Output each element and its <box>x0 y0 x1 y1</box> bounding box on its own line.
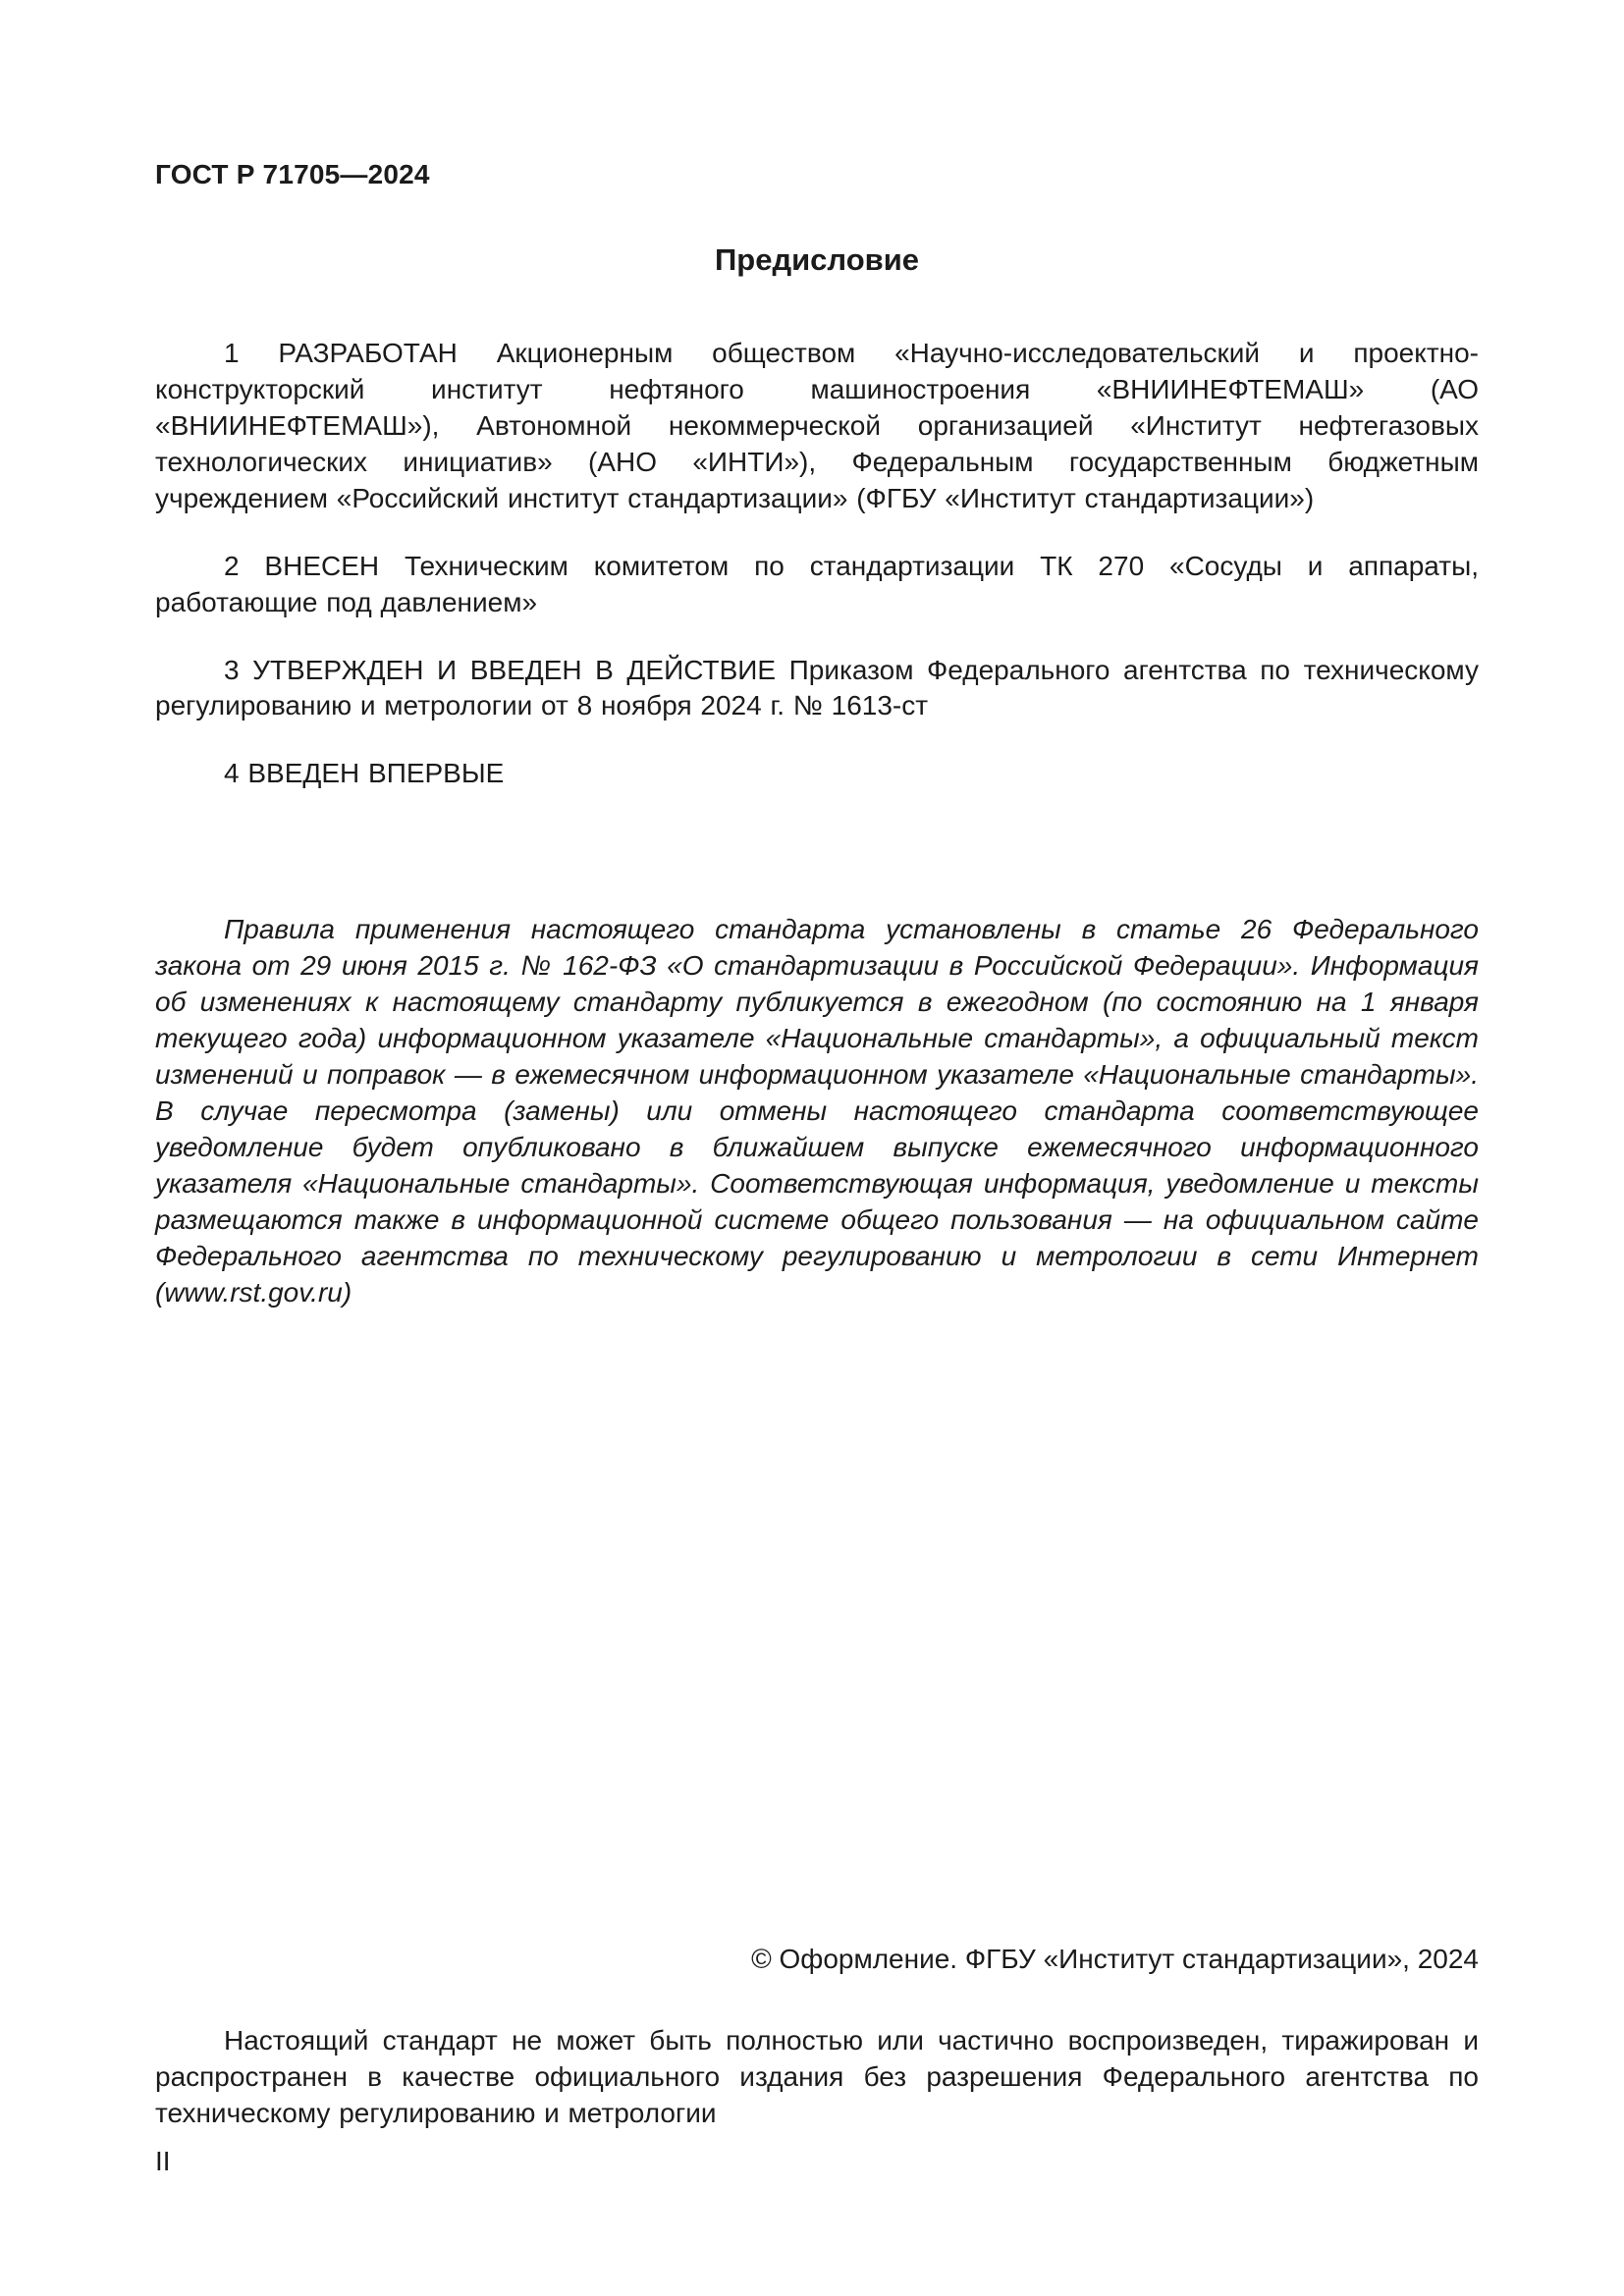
page-footer <box>155 1942 1479 2180</box>
foreword-item-approved: 3 УТВЕРЖДЕН И ВВЕДЕН В ДЕЙСТВИЕ Приказом Федерального агентства по техническому регулированию и метрологии от 8 ноября 2024 г. № 1613-ст <box>155 654 1479 721</box>
foreword-item-submitted: 2 ВНЕСЕН Техническим комитетом по стандартизации ТК 270 «Сосуды и аппараты, работающие под давлением» <box>155 550 1479 617</box>
copyright-line: © Оформление. ФГБУ «Институт стандартизации», 2024 <box>751 1944 1479 1975</box>
foreword-item-developed: 1 РАЗРАБОТАН Акционерным обществом «Научно-исследовательский и проектно-конструкторский институт нефтяного машиностроения «ВНИИНЕФТЕМАШ» (АО «ВНИИНЕФТЕМАШ»), Автономной некоммерческой организацией «Институт нефтегазовых технологических инициатив» (АНО «ИНТИ»), Федеральным государственным бюджетным учреждением «Российский институт стандартизации» (ФГБУ «Институт стандартизации») <box>155 337 1479 513</box>
page-title: Предисловие <box>714 241 919 277</box>
foreword-item-introduced: 4 ВВЕДЕН ВПЕРВЫЕ <box>224 758 505 789</box>
page-number: II <box>155 2146 171 2177</box>
legal-notice: Правила применения настоящего стандарта установлены в статье 26 Федерального закона от 29 июня 2015 г. № 162-ФЗ «О стандартизации в Российской Федерации». Информация об изменениях к настоящему стандарту публикуется в ежегодном (по состоянию на 1 января текущего года) информационном указателе «Национальные стандарты», а официальный текст изменений и поправок — в ежемесячном информационном указателе «Национальные стандарты». В случае пересмотра (замены) или отмены настоящего стандарта соответствующее уведомление будет опубликовано в ближайшем выпуске ежемесячного информационного указателя «Национальные стандарты». Соответствующая информация, уведомление и тексты размещаются также в информационной системе общего пользования — на официальном сайте Федерального агентства по техническому регулированию и метрологии в сети Интернет (www.rst.gov.ru) <box>155 914 1479 1308</box>
standard-designation: ГОСТ Р 71705—2024 <box>155 159 430 189</box>
distribution-notice: Настоящий стандарт не может быть полностью или частично воспроизведен, тиражирован и распространен в качестве официального издания без разрешения Федерального агентства по техническому регулированию и метрологии <box>155 2025 1479 2129</box>
